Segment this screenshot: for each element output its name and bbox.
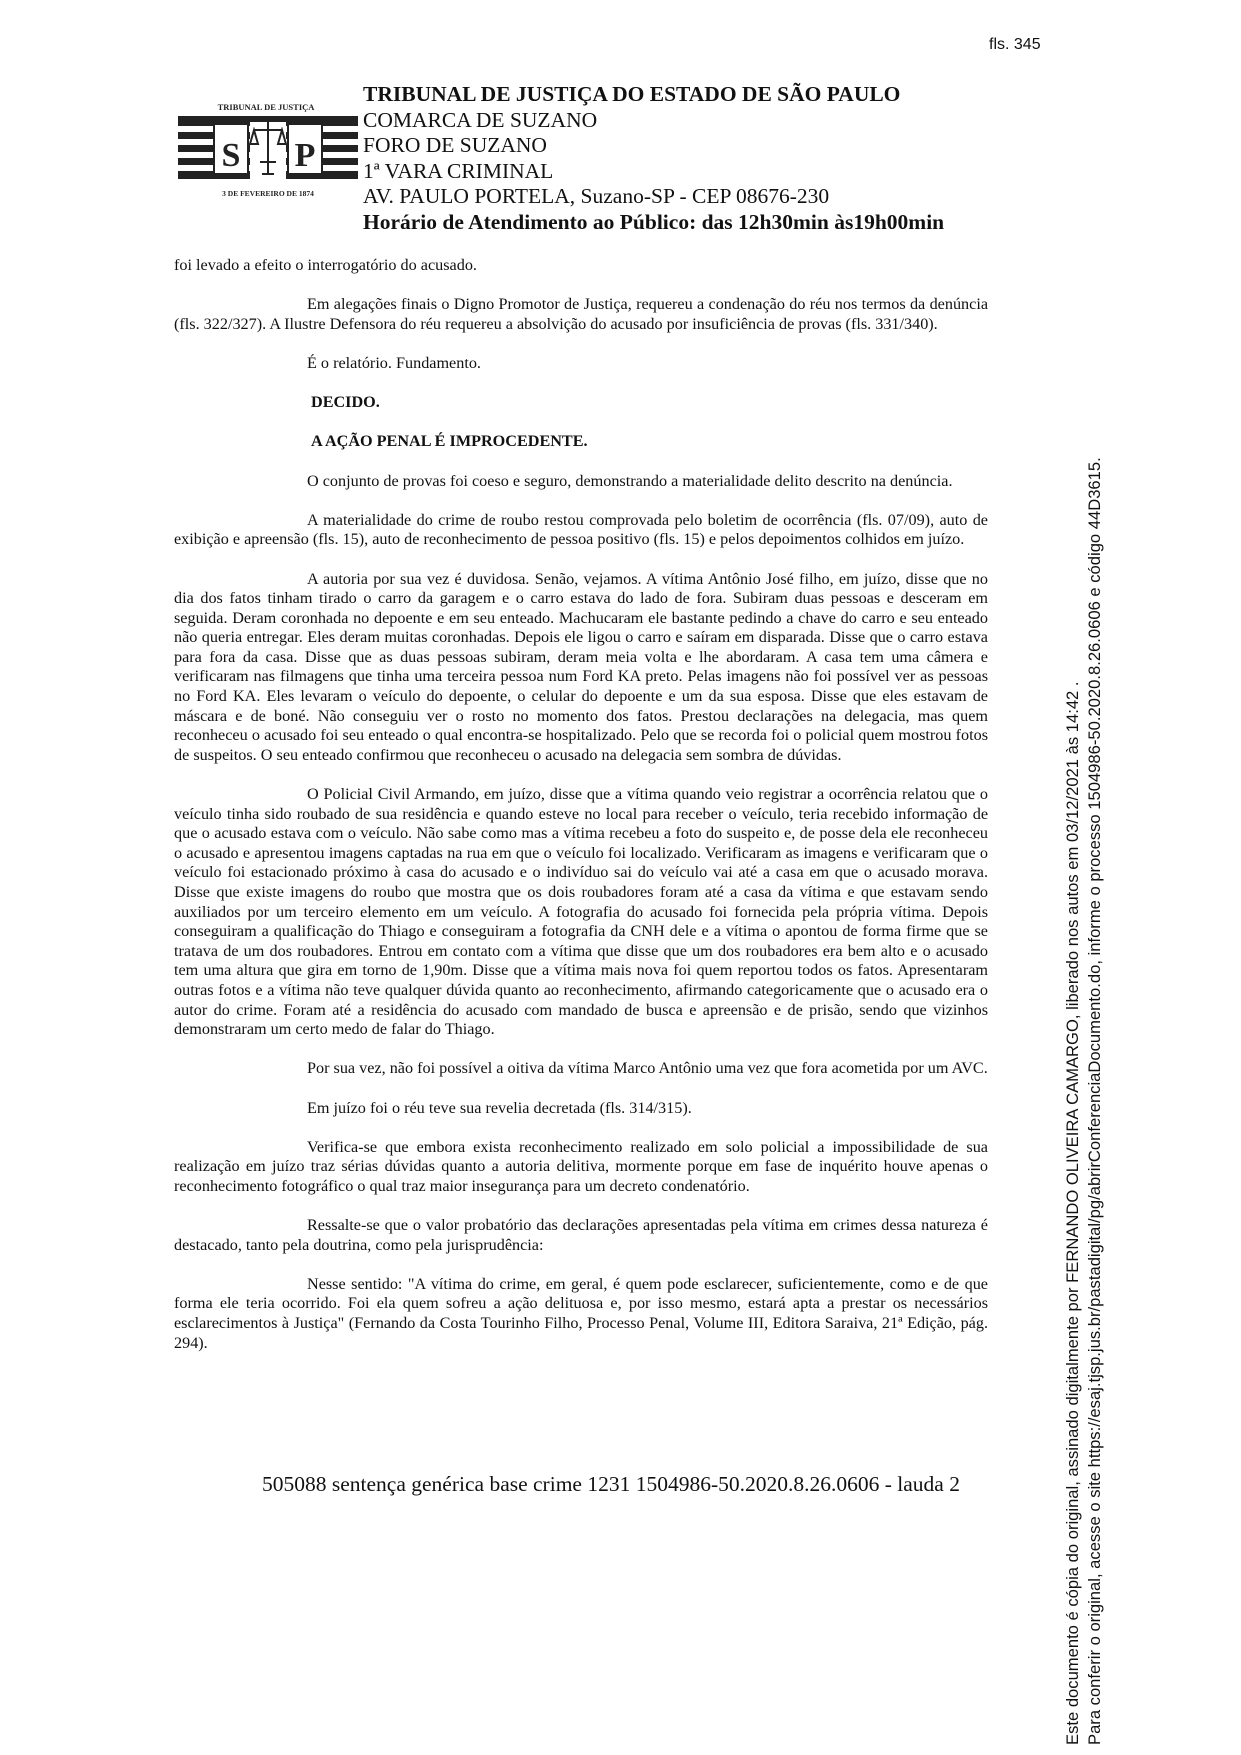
section-heading: A AÇÃO PENAL É IMPROCEDENTE.	[311, 432, 588, 451]
logo-bottom-text: 3 DE FEVEREIRO DE 1874	[222, 189, 314, 198]
section-heading: DECIDO.	[311, 393, 380, 412]
paragraph: Nesse sentido: "A vítima do crime, em geral, é quem pode esclarecer, suficientemente, como e de que forma ele teria ocorrido. Foi ela quem sofreu a ação delituosa e, por isso mesmo, estará apta a prestar os necessários esclarecimentos à Justiça" (Fernando da Costa Tourinho Filho, Processo Penal, Volume III, Editora Saraiva, 21ª Edição, pág. 294).	[174, 1274, 988, 1352]
paragraph: Ressalte-se que o valor probatório das declarações apresentadas pela vítima em crimes dessa natureza é destacado, tanto pela doutrina, como pela jurisprudência:	[174, 1216, 988, 1254]
chamber-name: 1ª VARA CRIMINAL	[363, 158, 554, 183]
court-name: TRIBUNAL DE JUSTIÇA DO ESTADO DE SÃO PAULO	[363, 82, 901, 106]
forum-name: FORO DE SUZANO	[363, 133, 547, 157]
page-number: fls. 345	[989, 36, 1041, 53]
page-footer: 505088 sentença genérica base crime 1231 1504986-50.2020.8.26.0606 - lauda 2	[262, 1472, 960, 1496]
verification-side-note	[1062, 255, 1112, 1745]
paragraph: Em juízo foi o réu teve sua revelia decretada (fls. 314/315).	[307, 1098, 692, 1117]
paragraph: foi levado a efeito o interrogatório do acusado.	[174, 256, 477, 274]
logo-top-text: TRIBUNAL DE JUSTIÇA	[217, 102, 315, 112]
tjsp-logo	[178, 70, 358, 205]
court-header	[363, 82, 1003, 235]
side-note-line-2: Para conferir o original, acesse o site https://esaj.tjsp.jus.br/pastadigital/pg/abrirConferenciaDocumento.do, informe o processo 1504986-50.2020.8.26.0606 e código 44D3615.	[1085, 457, 1104, 1745]
opening-hours: Horário de Atendimento ao Público: das 12h30min às19h00min	[363, 209, 945, 234]
scales-of-justice-icon	[250, 120, 286, 182]
court-address: AV. PAULO PORTELA, Suzano-SP - CEP 08676-230	[363, 184, 830, 208]
paragraph: Verifica-se que embora exista reconhecimento realizado em solo policial a impossibilidade de sua realização em juízo traz sérias dúvidas quanto a autoria delitiva, mormente porque em fase de inquérito houve apenas o reconhecimento fotográfico o qual traz maior insegurança para um decreto condenatório.	[174, 1137, 988, 1195]
paragraph: O conjunto de provas foi coeso e seguro, demonstrando a materialidade delito descrito na denúncia.	[307, 471, 953, 490]
district-name: COMARCA DE SUZANO	[363, 107, 598, 132]
paragraph: O Policial Civil Armando, em juízo, disse que a vítima quando veio registrar a ocorrência relatou que o veículo tinha sido roubado de sua residência e quando esteve no local para receber o veículo, teria recebido informação de que o acusado estava com o veículo. Não sabe como mas a vítima recebeu a foto do suspeito e, de posse dela ele reconheceu o acusado e apresentou imagens captadas na rua em que o veículo foi localizado. Verificaram as imagens e verificaram que o veículo foi estacionado próximo à casa do acusado e o indivíduo sai do veículo vai até a casa em que o acusado morava. Disse que existe imagens do roubo que mostra que os dois roubadores foram até a casa da vítima e que estavam sendo auxiliados por um terceiro elemento em um veículo. A fotografia do acusado foi fornecida pela própria vítima. Depois conseguiram a qualificação do Thiago e conseguiram a fotografia da CNH dele e a vítima o apontou de forma firme que se tratava de um dos roubadores. Entrou em contato com a vítima que disse que um dos roubadores era bem alto e o acusado tem uma altura que gira em torno de 1,90m. Disse que a vítima mais nova foi quem reportou todos os fatos. Apresentaram outras fotos e a vítima não teve qualquer dúvida quanto ao reconhecimento, afirmando categoricamente que o acusado era o autor do crime. Foram até a residência do acusado com mandado de busca e apreensão e de prisão, sendo que vizinhos demonstraram um certo medo de falar do Thiago.	[174, 785, 988, 1039]
paragraph: Em alegações finais o Digno Promotor de Justiça, requereu a condenação do réu nos termos da denúncia (fls. 322/327). A Ilustre Defensora do réu requereu a absolvição do acusado por insuficiência de provas (fls. 331/340).	[174, 295, 988, 333]
paragraph: Por sua vez, não foi possível a oitiva da vítima Marco Antônio uma vez que fora acometida por um AVC.	[307, 1059, 988, 1078]
paragraph: A materialidade do crime de roubo restou comprovada pelo boletim de ocorrência (fls. 07/09), auto de exibição e apreensão (fls. 15), auto de reconhecimento de pessoa positivo (fls. 15) e pelos depoimentos colhidos em juízo.	[174, 510, 988, 549]
paragraph: A autoria por sua vez é duvidosa. Senão, vejamos. A vítima Antônio José filho, em juízo, disse que no dia dos fatos tinham tirado o carro da garagem e o carro estava do lado de fora. Subiram duas pessoas e desceram em seguida. Deram coronhada no depoente e em seu enteado. Machucaram ele bastante pedindo a chave do carro e seu enteado não queria entregar. Eles deram muitas coronhadas. Depois ele ligou o carro e saíram em disparada. Disse que o carro estava para fora da casa. Disse que as duas pessoas subiram, deram meia volta e lhe abordaram. A casa tem uma câmera e verificaram nas filmagens que tinha uma terceira pessoa num Ford KA preto. Pelas imagens não foi possível ver as pessoas no Ford KA. Eles levaram o veículo do depoente, o celular do depoente e um da sua esposa. Disse que eles estavam de máscara e de boné. Não conseguiu ver o rosto no momento dos fatos. Prestou declarações na delegacia, mas quem reconheceu o acusado foi seu enteado o qual encontra-se hospitalizado. Pelo que se recorda foi o policial quem mostrou fotos de suspeitos. O seu enteado confirmou que reconheceu o acusado na delegacia sem sombra de dúvidas.	[174, 569, 988, 764]
logo-letter-s: S	[221, 137, 241, 174]
paragraph: É o relatório. Fundamento.	[307, 353, 481, 372]
document-body	[174, 256, 988, 1373]
side-note-line-1: Este documento é cópia do original, assinado digitalmente por FERNANDO OLIVEIRA CAMARGO, liberado nos autos em 03/12/2021 às 14:42 .	[1063, 681, 1082, 1745]
logo-letter-p: P	[294, 137, 316, 174]
